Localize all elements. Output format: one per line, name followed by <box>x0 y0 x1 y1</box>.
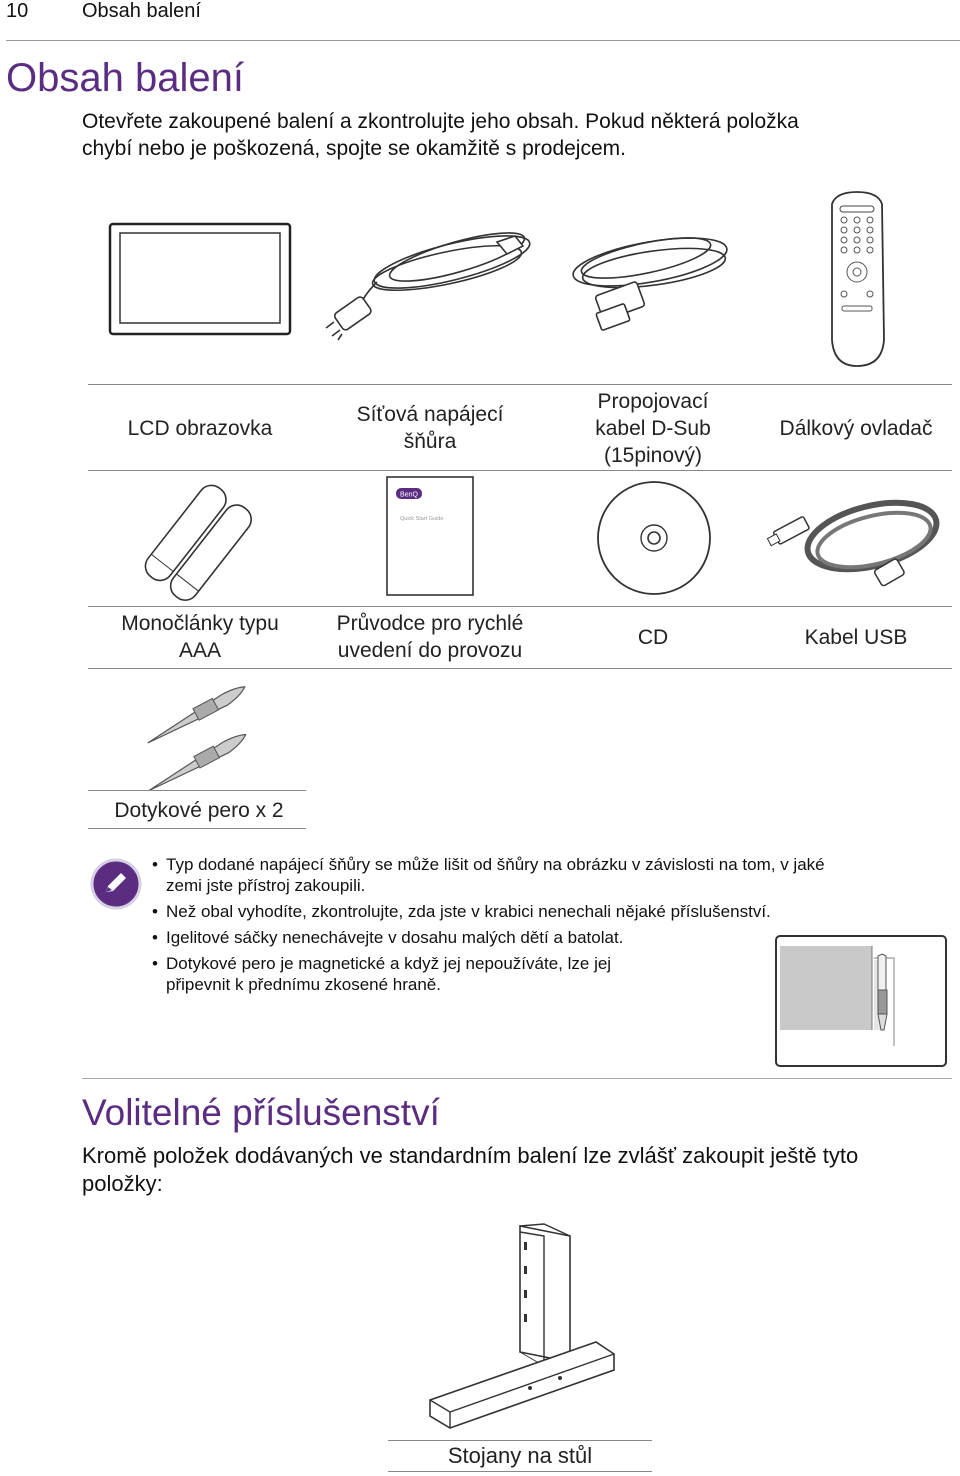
page-number: 10 <box>6 0 29 22</box>
booklet-brand: BenQ <box>400 491 418 499</box>
note-line: zemi jste přístroj zakoupili. <box>166 876 366 895</box>
quick-start-booklet-image <box>386 476 474 596</box>
caption-pens <box>92 794 306 826</box>
caption-power-cord <box>320 388 540 468</box>
note-line: • Igelitové sáčky nenechávejte v dosahu malých dětí a batolat. <box>166 928 624 947</box>
section-title: Obsah balení <box>6 56 244 100</box>
lcd-display-image <box>108 222 292 336</box>
running-header: Obsah balení <box>82 0 201 22</box>
power-cord-image <box>322 222 538 340</box>
caption-text: Dálkový ovladač <box>779 416 933 440</box>
cd-image <box>596 480 712 596</box>
note-line: • Dotykové pero je magnetické a když jej nepoužíváte, lze jej <box>166 954 612 973</box>
aaa-batteries-image <box>130 484 270 594</box>
caption-text: LCD obrazovka <box>127 416 273 440</box>
caption-text: Stojany na stůl <box>447 1442 593 1468</box>
caption-text: Monočlánky typu <box>121 612 279 635</box>
caption-text: Kabel USB <box>804 625 908 649</box>
caption-text: uvedení do provozu <box>337 639 523 662</box>
caption-remote <box>760 388 952 468</box>
note-line: • Typ dodané napájecí šňůry se může lišit od šňůry na obrázku v závislosti na tom, v jaké <box>166 855 825 874</box>
caption-stand <box>388 1442 652 1468</box>
caption-text: kabel D-Sub <box>595 416 711 440</box>
header-rule <box>6 40 960 41</box>
intro-line: Kromě položek dodávaných ve standardním balení lze zvlášť zakoupit ještě tyto <box>82 1143 859 1168</box>
note-item <box>148 854 954 896</box>
table-rule <box>88 790 306 791</box>
caption-text: AAA <box>178 639 222 662</box>
table-rule <box>388 1471 652 1472</box>
table-rule <box>88 384 952 385</box>
pen-on-display-image <box>774 934 948 1068</box>
dsub-cable-image <box>570 222 740 340</box>
caption-dsub <box>548 388 758 468</box>
caption-quick-start <box>310 608 550 666</box>
caption-text: Síťová napájecí <box>356 403 504 426</box>
intro-line: položky: <box>82 1171 163 1196</box>
note-line: • Než obal vyhodíte, zkontrolujte, zda jste v krabici nenechali nějaké příslušenství. <box>166 902 771 921</box>
table-rule <box>88 470 952 471</box>
optional-intro <box>82 1142 858 1198</box>
note-item <box>148 901 954 922</box>
caption-text: Dotykové pero x 2 <box>114 798 284 822</box>
caption-cd <box>548 608 758 666</box>
caption-text: Průvodce pro rychlé <box>336 612 524 635</box>
caption-usb <box>760 608 952 666</box>
table-rule <box>88 668 952 669</box>
usb-cable-image <box>764 488 944 594</box>
touch-pens-image <box>136 682 276 784</box>
caption-text: CD <box>637 625 669 649</box>
section-rule <box>82 1078 952 1079</box>
caption-lcd <box>92 388 308 468</box>
intro-line: chybí nebo je poškozená, spojte se okamžitě s prodejcem. <box>82 137 626 160</box>
intro-line: Otevřete zakoupené balení a zkontrolujte jeho obsah. Pokud některá položka <box>82 110 799 133</box>
caption-batteries <box>92 608 308 666</box>
pencil-note-icon <box>90 858 142 910</box>
table-rule <box>88 606 952 607</box>
intro-text <box>82 108 799 162</box>
caption-text: (15pinový) <box>603 443 703 467</box>
table-stand-image <box>420 1222 620 1432</box>
booklet-title: Quick Start Guide <box>400 516 444 522</box>
caption-text: šňůra <box>403 430 457 453</box>
caption-text: Propojovací <box>597 389 709 413</box>
remote-control-image <box>826 190 888 370</box>
table-rule <box>88 828 306 829</box>
note-line: připevnit k přednímu zkosené hraně. <box>166 975 441 994</box>
section-title-optional: Volitelné příslušenství <box>82 1092 440 1133</box>
